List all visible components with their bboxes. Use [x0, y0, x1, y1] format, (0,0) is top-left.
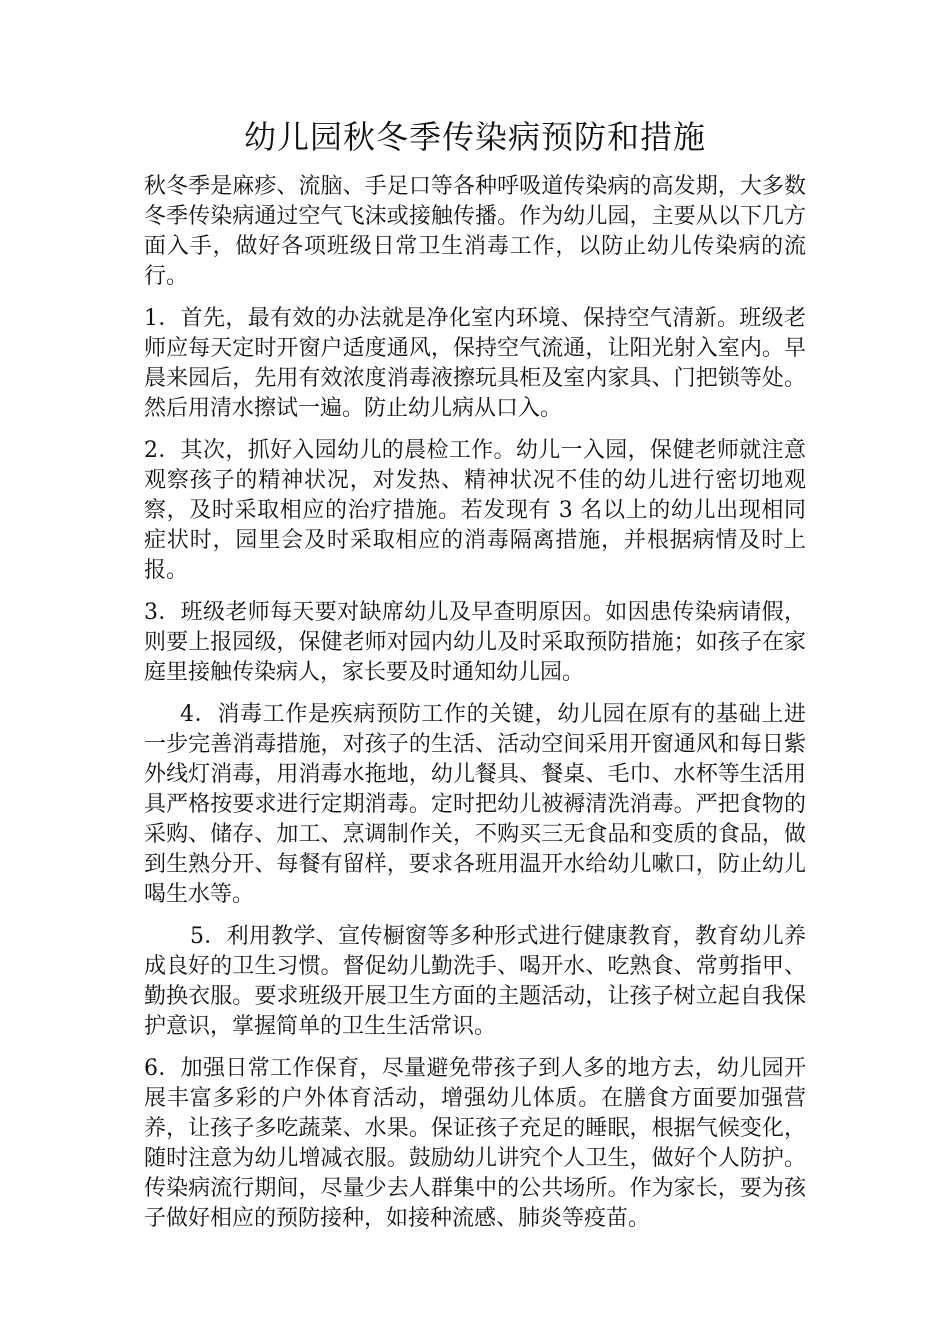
paragraph-6: 6．加强日常工作保育，尽量避免带孩子到人多的地方去，幼儿园开展丰富多彩的户外体育活动，增强幼儿体质。在膳食方面要加强营养，让孩子多吃蔬菜、水果。保证孩子充足的睡眠，根据气候变化，随时注意为幼儿增减衣服。鼓励幼儿讲究个人卫生，做好个人防护。传染病流行期间，尽量少去人群集中的公共场所。作为家长，要为孩子做好相应的预防接种，如接种流感、肺炎等疫苗。 — [144, 1056, 806, 1231]
paragraph-intro: 秋冬季是麻疹、流脑、手足口等各种呼吸道传染病的高发期，大多数冬季传染病通过空气飞沫或接触传播。作为幼儿园，主要从以下几方面入手，做好各项班级日常卫生消毒工作，以防止幼儿传染病的流行。 — [144, 174, 806, 289]
paragraph-2: 2．其次，抓好入园幼儿的晨检工作。幼儿一入园，保健老师就注意观察孩子的精神状况，对发热、精神状况不佳的幼儿进行密切地观察，及时采取相应的治疗措施。若发现有 3 名以上的幼儿出现相同症状时，园里会及时采取相应的消毒隔离措施，并根据病情及时上报。 — [144, 438, 806, 583]
paragraph-1: 1．首先，最有效的办法就是净化室内环境、保持空气清新。班级老师应每天定时开窗户适度通风，保持空气流通，让阳光射入室内。早晨来园后，先用有效浓度消毒液擦玩具柜及室内家具、门把锁等处。然后用清水擦试一遍。防止幼儿病从口入。 — [144, 306, 806, 421]
document-body — [144, 172, 806, 1246]
paragraph-4: 4．消毒工作是疾病预防工作的关键，幼儿园在原有的基础上进一步完善消毒措施，对孩子的生活、活动空间采用开窗通风和每日紫外线灯消毒，用消毒水拖地，幼儿餐具、餐桌、毛巾、水杯等生活用具严格按要求进行定期消毒。定时把幼儿被褥清洗消毒。严把食物的采购、储存、加工、烹调制作关，不购买三无食品和变质的食品，做到生熟分开、每餐有留样，要求各班用温开水给幼儿嗽口，防止幼儿喝生水等。 — [144, 702, 806, 907]
paragraph-5: 5．利用教学、宣传橱窗等多种形式进行健康教育，教育幼儿养成良好的卫生习惯。督促幼儿勤洗手、喝开水、吃熟食、常剪指甲、勤换衣服。要求班级开展卫生方面的主题活动，让孩子树立起自我保护意识，掌握简单的卫生生活常识。 — [144, 924, 806, 1039]
paragraph-3: 3．班级老师每天要对缺席幼儿及早查明原因。如因患传染病请假，则要上报园级，保健老师对园内幼儿及时采取预防措施；如孩子在家庭里接触传染病人，家长要及时通知幼儿园。 — [144, 600, 806, 685]
document-title: 幼儿园秋冬季传染病预防和措施 — [243, 118, 706, 156]
